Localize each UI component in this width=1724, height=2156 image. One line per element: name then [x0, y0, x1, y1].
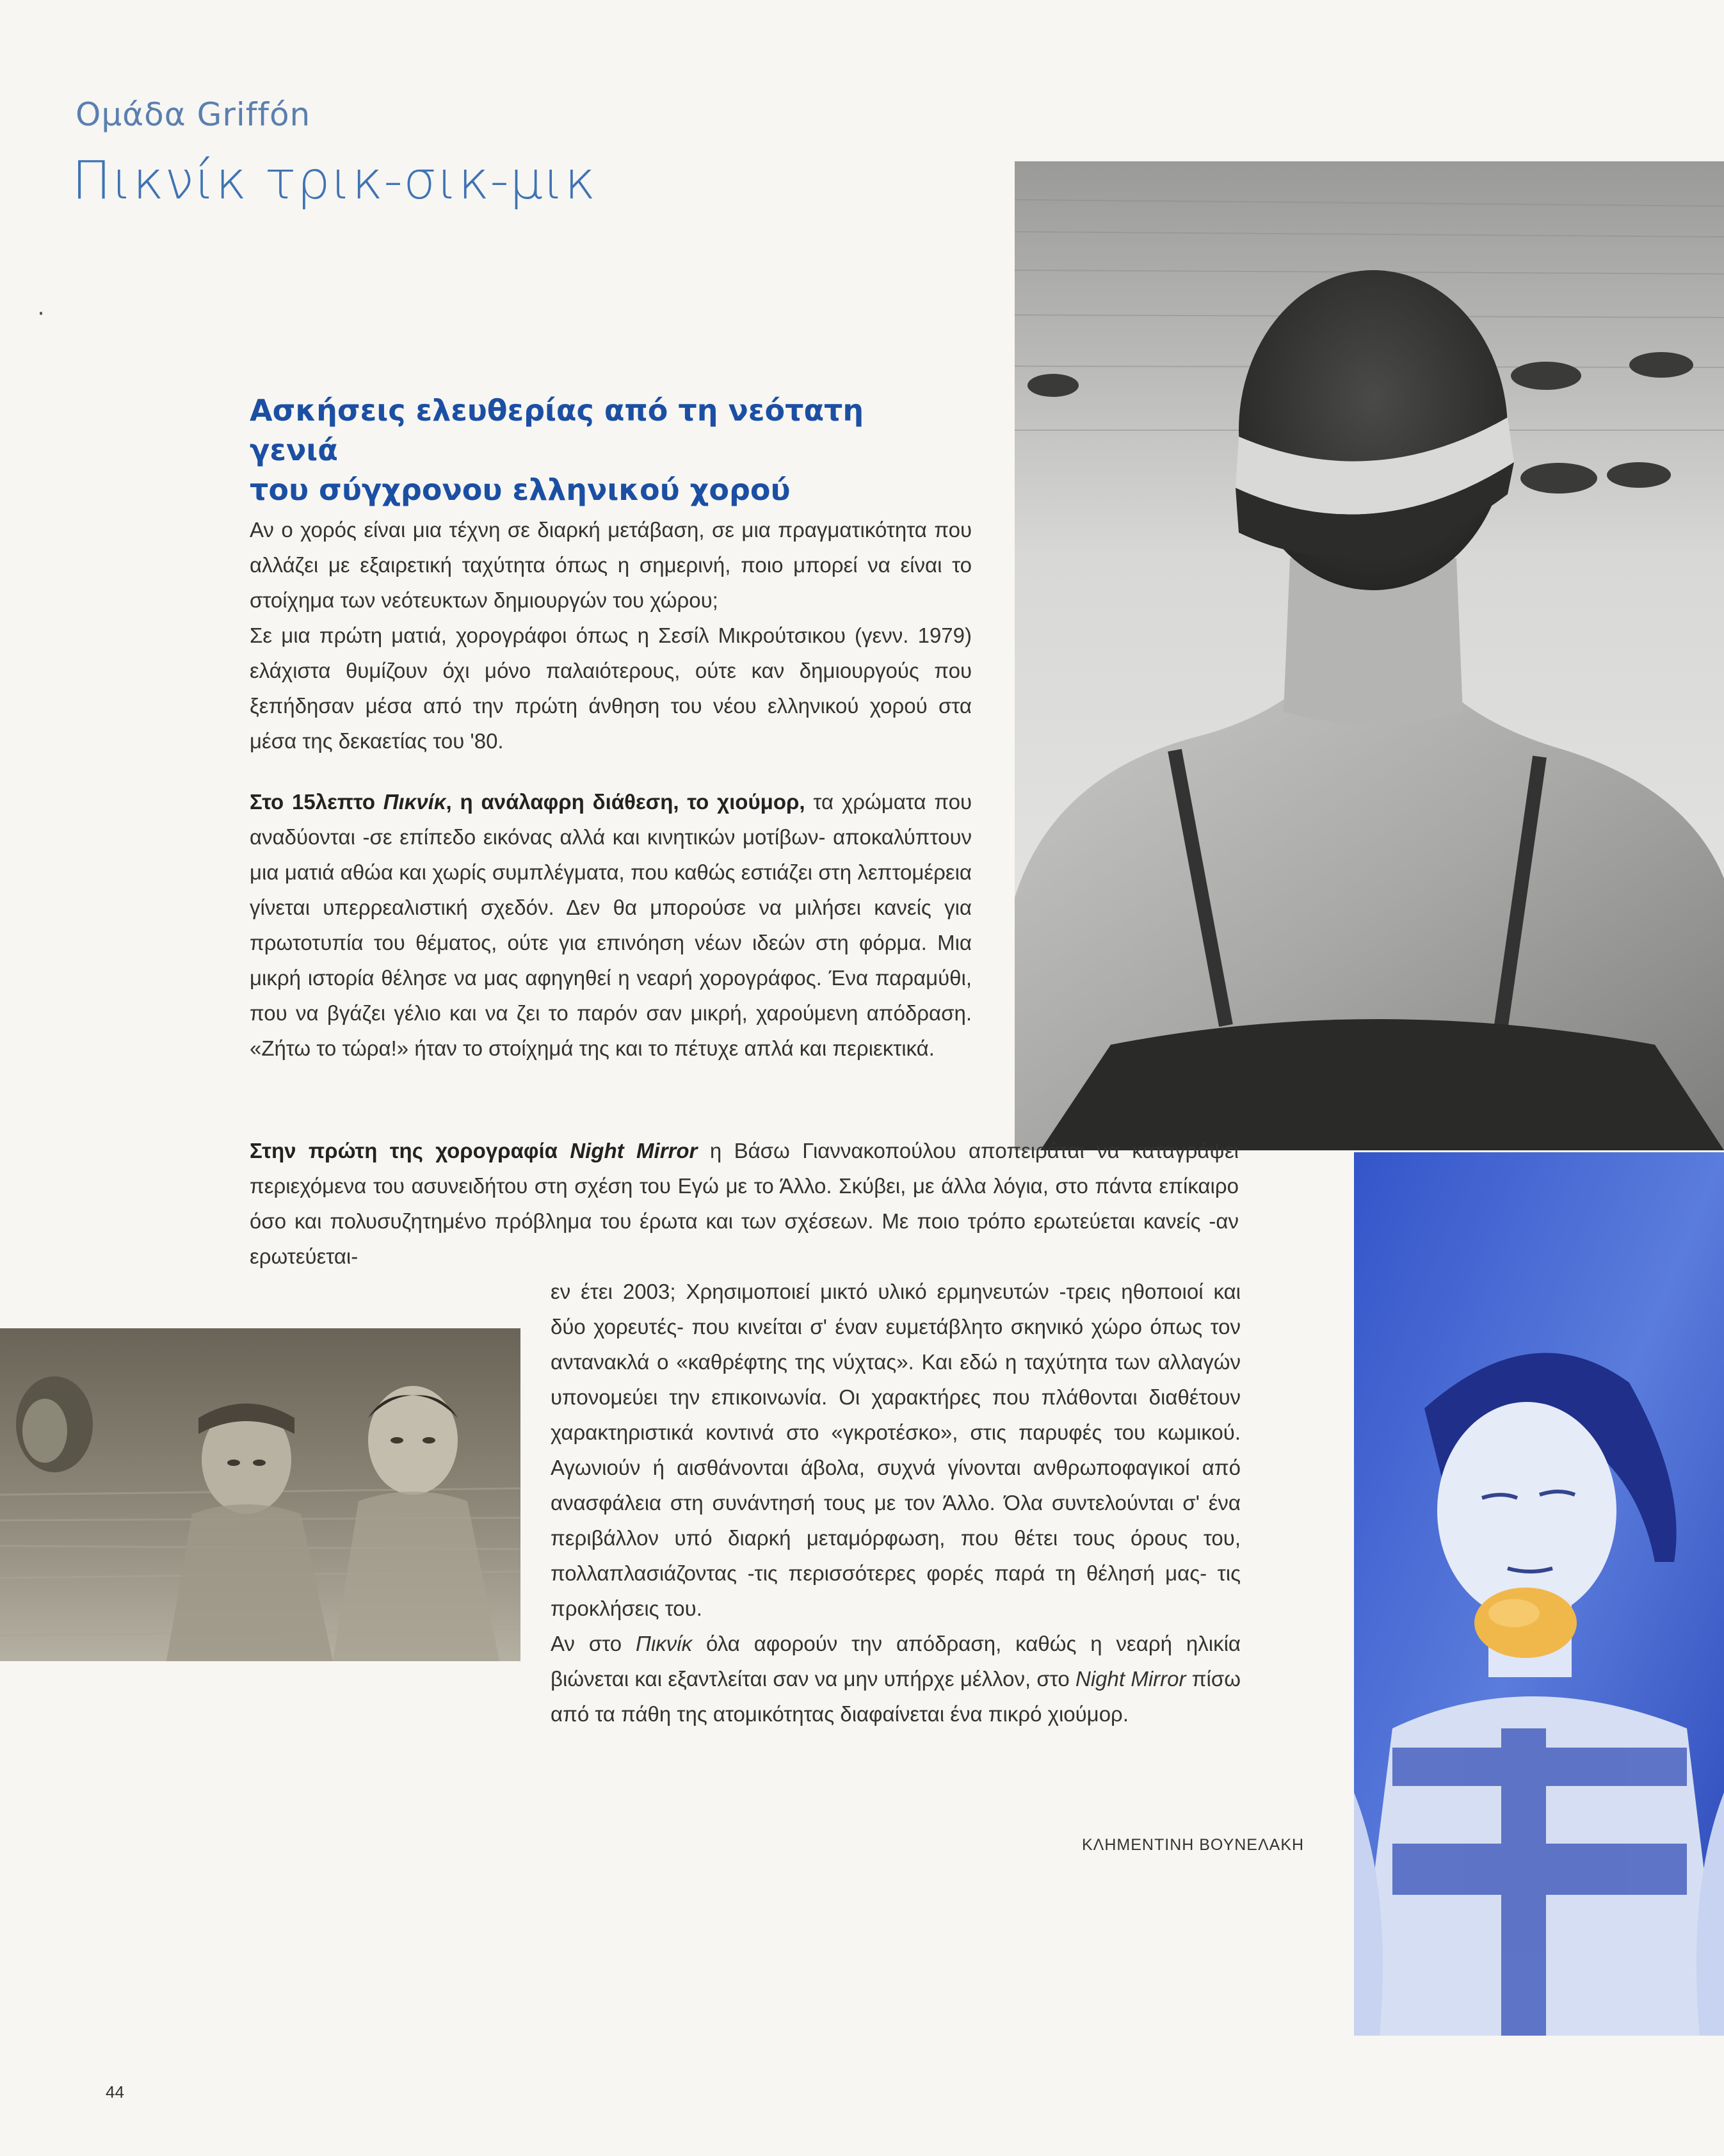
photo-dancer-back: [1015, 161, 1724, 1150]
p4-bold-italic: Night Mirror: [570, 1139, 698, 1162]
article-subhead: [250, 390, 890, 510]
photo-trio: [0, 1328, 520, 1661]
article-paragraph-1: [250, 512, 972, 759]
p3-bold-b: , η ανάλαφρη διάθεση, το χιούμορ,: [446, 790, 805, 814]
article-paragraph-4-top: [250, 1133, 1239, 1274]
p5-c: πίσω από τα πάθη της ατομικότητας διαφαίνεται ένα πικρό χιούμορ.: [551, 1667, 1241, 1726]
page-title: Πικνίκ τρικ-σικ-μικ: [72, 150, 597, 211]
p4-rest-top: η Βάσω Γιαννακοπούλου αποπειράται να καταγράψει περιεχόμενα του ασυνειδήτου στη σχέση του Εγώ με το Άλλο. Σκύβει, με άλλα λόγια, στο πάντα επίκαιρο όσο και πολυσυζητημένο πρόβλημα του έρωτα και των σχέσεων. Με ποιο τρόπο ερωτεύεται κανείς -αν ερωτεύεται-: [250, 1139, 1239, 1268]
p5-b: όλα αφορούν την απόδραση, καθώς η νεαρή ηλικία βιώνεται και εξαντλείται σαν να μην υπήρχε μέλλον, στο: [551, 1632, 1241, 1691]
subhead-line-1: Ασκήσεις ελευθερίας από τη νεότατη γενιά: [250, 393, 864, 467]
photo-dancer-blue: [1354, 1152, 1724, 2036]
p3-bold-a: Στο 15λεπτο: [250, 790, 383, 814]
section-kicker: Ομάδα Griffón: [76, 96, 311, 133]
p3-bold-italic: Πικνίκ: [383, 790, 446, 814]
article-paragraph-4-bottom: [551, 1274, 1241, 1732]
article-paragraph-3: [250, 784, 972, 1066]
p3-rest: τα χρώματα που αναδύονται -σε επίπεδο εικόνας αλλά και κινητικών μοτίβων- αποκαλύπτουν μια ματιά αθώα και χωρίς συμπλέγματα, που καθώς εστιάζει στη λεπτομέρεια γίνεται υπερρεαλιστική σχεδόν. Δεν θα μπορούσε να μιλήσει κανείς για πρωτοτυπία του θέματος, ούτε για επινόηση νέων ιδεών στη φόρμα. Μια μικρή ιστορία θέλησε να μας αφηγηθεί η νεαρή χορογράφος. Ένα παραμύθι, που να βγάζει γέλιο και να ζει το παρόν σαν μικρή, χαρούμενη απόδραση. «Ζήτω το τώρα!» ήταν το στοίχημά της και το πέτυχε απλά και περιεκτικά.: [250, 790, 972, 1060]
subhead-line-2: του σύγχρονου ελληνικού χορού: [250, 472, 791, 507]
p5-italic-a: Πικνίκ: [636, 1632, 693, 1655]
p4-bold-a: Στην πρώτη της χορογραφία: [250, 1139, 570, 1162]
paragraph-5: [551, 1626, 1241, 1732]
paragraph-2: Σε μια πρώτη ματιά, χορογράφοι όπως η Σεσίλ Μικρούτσικου (γενν. 1979) ελάχιστα θυμίζουν όχι μόνο παλαιότερους, ούτε καν δημιουργούς που ξεπήδησαν μέσα από την πρώτη άνθηση του νέου ελληνικού χορού στα μέσα της δεκαετίας του '80.: [250, 623, 972, 753]
p5-italic-b: Night Mirror: [1075, 1667, 1186, 1691]
page-number: 44: [106, 2082, 124, 2102]
paragraph-1: Αν ο χορός είναι μια τέχνη σε διαρκή μετάβαση, σε μια πραγματικότητα που αλλάζει με εξαιρετική ταχύτητα όπως η σημερινή, ποιο μπορεί να είναι το στοίχημα των νεότευκτων δημιουργών του χώρου;: [250, 518, 972, 612]
stray-dot: [40, 312, 42, 315]
p5-a: Αν στο: [551, 1632, 636, 1655]
author-credit: ΚΛΗΜΕΝΤΙΝΗ ΒΟΥΝΕΛΑΚΗ: [1082, 1836, 1305, 1854]
p4-rest-bottom: εν έτει 2003; Χρησιμοποιεί μικτό υλικό ερμηνευτών -τρεις ηθοποιοί και δύο χορευτές- που κινείται σ' έναν ευμετάβλητο σκηνικό χώρο όπως τον αντανακλά ο «καθρέφτης της νύχτας». Και εδώ η ταχύτητα των αλλαγών υπονομεύει την επικοινωνία. Οι χαρακτήρες που πλάθονται διαθέτουν χαρακτηριστικά κοντινά στο «γκροτέσκο», στις παρυφές του κωμικού. Αγωνιούν ή αισθάνονται άβολα, συχνά γίνονται ανθρωποφαγικοί από ανασφάλεια στη συνάντησή τους με τον Άλλο. Όλα συντελούνται σ' ένα περιβάλλον υπό διαρκή μεταμόρφωση, που θέτει τους όρους του, πολλαπλασιάζοντας -τις περισσότερες φορές παρά τη θέλησή μας- τις προκλήσεις του.: [551, 1280, 1241, 1620]
